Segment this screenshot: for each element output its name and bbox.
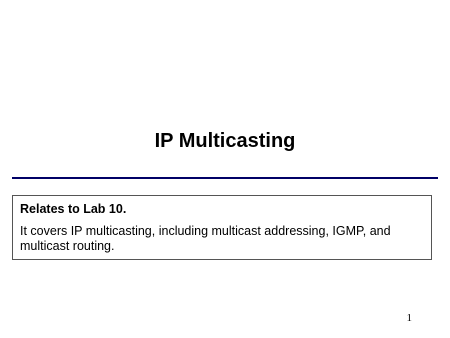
note-box (12, 195, 432, 260)
note-heading: Relates to Lab 10. (20, 202, 127, 216)
page-number: 1 (406, 312, 412, 324)
slide-title: IP Multicasting (154, 130, 296, 152)
note-body: It covers IP multicasting, including multicast addressing, IGMP, and multicast routing. (20, 224, 391, 253)
title-divider (12, 177, 438, 179)
